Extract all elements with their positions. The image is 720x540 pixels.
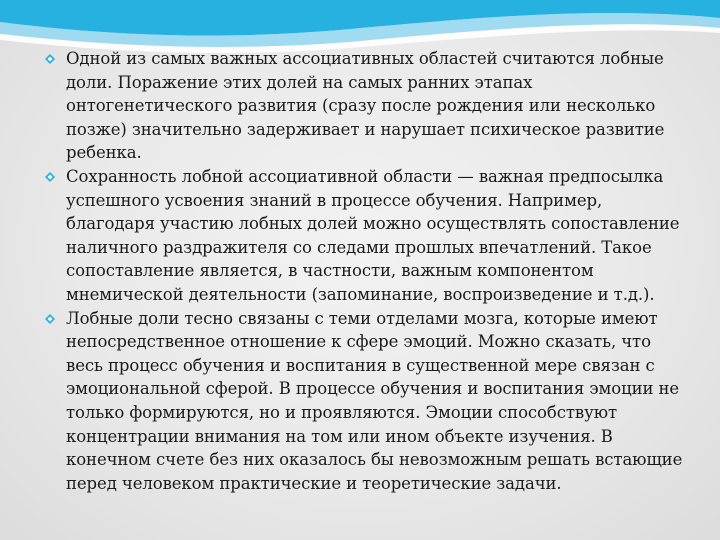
bullet-text: Одной из самых важных ассоциативных областей считаются лобные доли. Поражение этих долей на самых ранних этапах онтогенетического развития (сразу после рождения или несколько позже) значительно задерживает и нарушает психическое развитие ребенка. bbox=[66, 49, 665, 163]
teal-diamond-bullet-icon bbox=[45, 172, 55, 182]
bullet-text: Лобные доли тесно связаны с теми отделами мозга, которые имеют непосредственное отношение к сфере эмоций. Можно сказать, что весь процесс обучения и воспитания в существенной мере связан с эмоциональной сферой. В процессе обучения и воспитания эмоции не только формируются, но и проявляются. Эмоции способствуют концентрации внимания на том или ином объекте изучения. В конечном счете без них оказалось бы невозможным решать встающие перед человеком практические и теоретические задачи. bbox=[66, 308, 683, 493]
bullet-item-emotions bbox=[44, 307, 684, 496]
bullet-item-learning-prerequisite bbox=[44, 165, 684, 307]
teal-diamond-bullet-icon bbox=[45, 54, 55, 64]
slide-body bbox=[44, 47, 684, 495]
bullet-list bbox=[44, 47, 684, 495]
bullet-text: Сохранность лобной ассоциативной области — важная предпосылка успешного усвоения знаний в процессе обучения. Например, благодаря участию лобных долей можно осуществлять сопоставление наличного раздражителя со следами прошлых впечатлений. Такое сопоставление является, в частности, важным компонентом мнемической деятельности (запоминание, воспроизведение и т.д.). bbox=[66, 166, 680, 304]
bullet-item-frontal-lobes bbox=[44, 47, 684, 165]
teal-diamond-bullet-icon bbox=[45, 314, 55, 324]
